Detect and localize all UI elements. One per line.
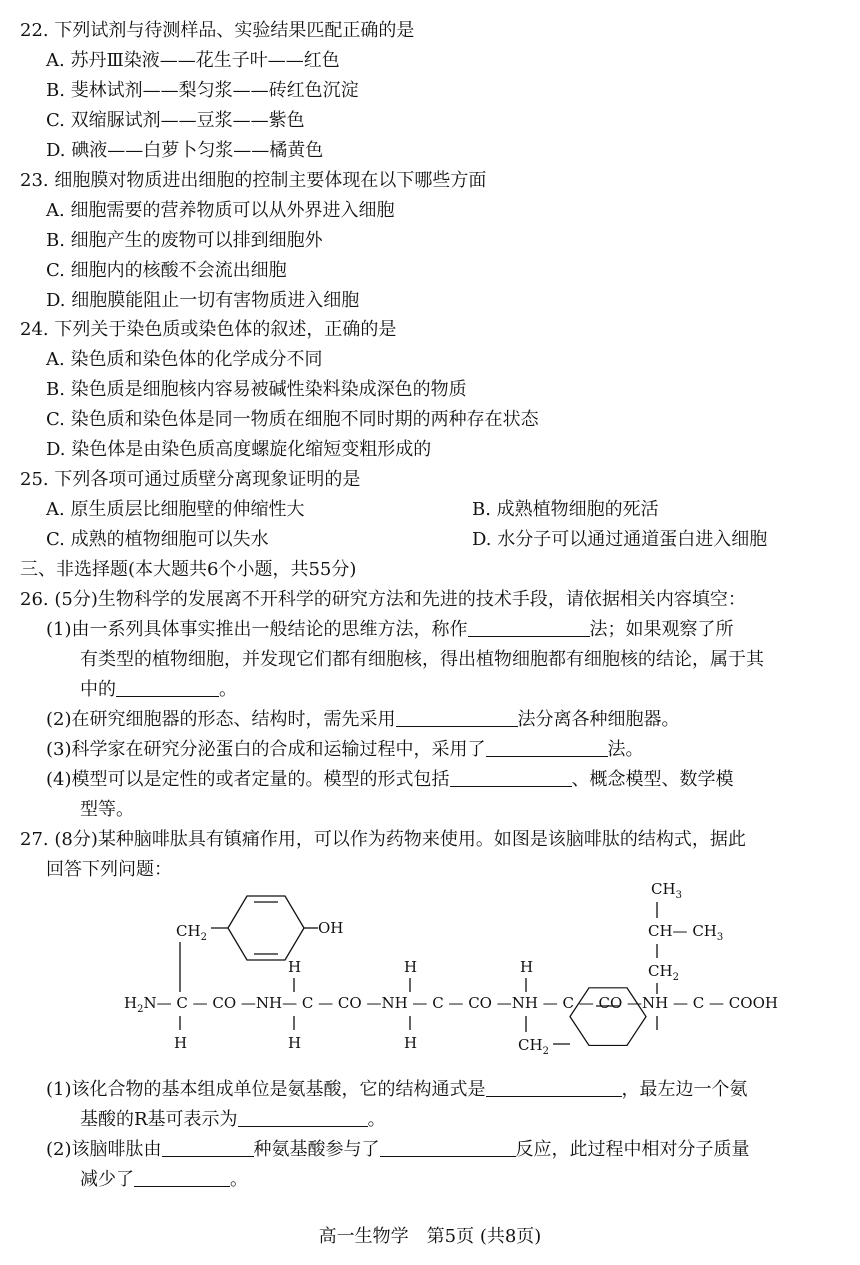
q26-p2-text-a: (2)在研究细胞器的形态、结构时，需先采用 [46,709,396,730]
question-23-option-d: D. 细胞膜能阻止一切有害物质进入细胞 [46,290,360,311]
struct-h-top-3: H [520,958,534,976]
question-23-option-a: A. 细胞需要的营养物质可以从外界进入细胞 [46,200,395,221]
q27-p1-text-d: 。 [367,1109,386,1130]
question-27-part-2 [46,1135,750,1165]
question-25-option-a: A. 原生质层比细胞壁的伸缩性大 [46,499,305,520]
q26-p1-text-e: 。 [219,679,237,700]
question-27-part-2-cont [80,1165,248,1195]
q27-p1-text-c: 基酸的R基可表示为 [80,1109,238,1130]
struct-ch2-left: $CH_2$ [176,922,207,943]
q26-p1-text-b: 法；如果观察了所 [589,619,734,640]
question-25-option-d: D. 水分子可以通过通道蛋白进入细胞 [472,529,768,550]
q26-p4-text-c: 型等。 [80,799,134,820]
q27-blank-1[interactable] [486,1076,622,1097]
page-footer: 高一生物学 第5页 (共8页) [318,1226,542,1247]
struct-ch3-top: $CH_3$ [651,880,682,901]
question-24-option-d: D. 染色体是由染色质高度螺旋化缩短变粗形成的 [46,439,432,460]
question-24-stem: 24. 下列关于染色质或染色体的叙述，正确的是 [20,319,397,340]
question-22-stem: 22. 下列试剂与待测样品、实验结果匹配正确的是 [20,20,415,41]
struct-h-bottom-3: H [404,1034,418,1052]
q27-p1-text-b: ，最左边一个氨 [621,1079,748,1100]
q26-blank-3[interactable] [396,706,518,727]
struct-h-bottom-2: H [288,1034,302,1052]
question-26-part-4 [46,765,734,795]
q27-blank-2[interactable] [238,1106,368,1127]
enkephalin-structure-diagram [0,870,860,1065]
question-22-option-c: C. 双缩脲试剂——豆浆——紫色 [46,110,305,131]
question-24-option-a: A. 染色质和染色体的化学成分不同 [46,349,323,370]
question-26-part-1-cont [80,675,237,705]
struct-oh: OH [318,919,344,937]
struct-h-top-1: H [288,958,302,976]
question-25-option-b: B. 成熟植物细胞的死活 [472,499,659,520]
q26-p4-text-a: (4)模型可以是定性的或者定量的。模型的形式包括 [46,769,450,790]
question-26-part-2 [46,705,680,735]
q26-p1-text-a: (1)由一系列具体事实推出一般结论的思维方法，称作 [46,619,468,640]
q27-p2-text-d: 减少了 [80,1169,134,1190]
q27-blank-5[interactable] [134,1166,230,1187]
struct-ch-right: CH— $CH_3$ [648,922,724,943]
q26-p1-text-c: 有类型的植物细胞，并发现它们都有细胞核，得出植物细胞都有细胞核的结论，属于其 [80,649,764,670]
question-22-option-d: D. 碘液——白萝卜匀浆——橘黄色 [46,140,324,161]
question-23-stem: 23. 细胞膜对物质进出细胞的控制主要体现在以下哪些方面 [20,170,487,191]
struct-h-bottom-1: H [174,1034,188,1052]
question-22-option-a: A. 苏丹Ⅲ染液——花生子叶——红色 [46,50,340,71]
q27-p2-text-b: 种氨基酸参与了 [253,1139,380,1160]
question-27-stem-1: 27. (8分)某种脑啡肽具有镇痛作用，可以作为药物来使用。如图是该脑啡肽的结构式，据此 [20,829,746,850]
q27-p1-text-a: (1)该化合物的基本组成单位是氨基酸，它的结构通式是 [46,1079,486,1100]
q26-p3-text-a: (3)科学家在研究分泌蛋白的合成和运输过程中，采用了 [46,739,486,760]
q27-p2-text-e: 。 [230,1169,248,1190]
question-26-part-1 [46,615,734,645]
question-27-part-1-cont [80,1105,386,1135]
q27-p2-text-c: 反应，此过程中相对分子质量 [515,1139,750,1160]
struct-ch2-bottom: $CH_2$ [518,1036,549,1057]
question-25-stem: 25. 下列各项可通过质壁分离现象证明的是 [20,469,361,490]
question-27-part-1 [46,1075,748,1105]
question-23-option-c: C. 细胞内的核酸不会流出细胞 [46,260,287,281]
q26-p2-text-b: 法分离各种细胞器。 [517,709,680,730]
question-24-option-b: B. 染色质是细胞核内容易被碱性染料染成深色的物质 [46,379,467,400]
q27-blank-3[interactable] [162,1136,254,1157]
benzene-ring-top [228,896,304,960]
q26-blank-2[interactable] [116,676,219,697]
q26-blank-4[interactable] [486,736,608,757]
question-27-stem-2: 回答下列问题： [46,859,172,880]
question-23-option-b: B. 细胞产生的废物可以排到细胞外 [46,230,323,251]
struct-main-chain: $H_2N—$ C — CO —NH— C — CO —NH — C — CO —NH — C — CO —NH — C — COOH [124,994,778,1015]
q27-p2-text-a: (2)该脑啡肽由 [46,1139,162,1160]
q26-p3-text-b: 法。 [607,739,644,760]
question-24-option-c: C. 染色质和染色体是同一物质在细胞不同时期的两种存在状态 [46,409,539,430]
question-25-option-c: C. 成熟的植物细胞可以失水 [46,529,269,550]
struct-h-top-2: H [404,958,418,976]
section-3-heading: 三、非选择题(本大题共6个小题，共55分) [20,559,357,580]
q26-blank-5[interactable] [450,766,572,787]
q26-p1-text-d: 中的 [80,679,116,700]
struct-ch2-right: $CH_2$ [648,962,679,983]
q26-p4-text-b: 、概念模型、数学模 [571,769,734,790]
question-26-stem: 26. (5分)生物科学的发展离不开科学的研究方法和先进的技术手段，请依据相关内容填空： [20,589,746,610]
q26-blank-1[interactable] [468,616,590,637]
question-26-part-3 [46,735,644,765]
question-22-option-b: B. 斐林试剂——梨匀浆——砖红色沉淀 [46,80,359,101]
q27-blank-4[interactable] [380,1136,516,1157]
